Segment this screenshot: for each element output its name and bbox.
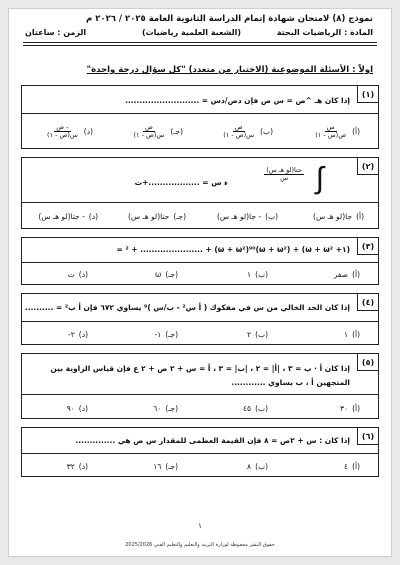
option-c[interactable] [153,462,178,471]
question-number: (٢) [357,157,379,175]
section-title: اولاً : الأسئلة الموضوعية (الاختيار من متعدد) "كل سؤال درجة واحدة" [86,65,373,75]
question-stem-line2: المتجهين أ ، ب يساوي ............ [231,378,350,387]
option-label: (أ) [352,126,360,136]
exam-title: نموذج (٨) لامتحان شهادة إتمام الدراسة الثانوية العامة ٢٠٢٥ / ٢٠٢٦ م [85,14,373,24]
option-label: (ب) [255,330,268,339]
exam-page [8,8,392,557]
option-label: (جـ) [173,212,186,221]
option-label: (جـ) [165,462,178,471]
option-label: (أ) [356,212,364,221]
question-3 [21,237,379,285]
subject-label: المادة : الرياضيات البحتة [276,28,373,37]
option-label: (د) [78,330,88,339]
option-label: (جـ) [165,330,178,339]
question-6 [21,427,379,477]
option-d[interactable] [68,330,88,339]
option-d[interactable] [68,270,88,279]
option-b[interactable] [217,212,278,221]
option-text: ٦٠ [153,404,162,413]
options-divider [22,113,378,114]
option-label: (جـ) [165,404,178,413]
option-label: (ب) [260,126,273,136]
option-fraction: $\frac{\text{ص}}{\text{س(ص - ١)}}$ [133,123,165,139]
option-c[interactable] [153,404,178,413]
option-label: (د) [78,462,88,471]
option-text: ٢- [68,330,75,339]
option-d[interactable] [67,462,88,471]
option-text: ت [67,270,75,279]
option-a[interactable] [313,212,364,221]
option-label: (جـ) [165,270,178,279]
option-text: صفر [333,270,349,279]
option-b[interactable] [243,404,268,413]
option-text: ١ [344,330,349,339]
option-a[interactable] [340,404,360,413]
options-divider [22,202,378,203]
question-number: (٦) [357,427,379,445]
option-label: (د) [83,126,93,136]
question-1 [21,85,379,149]
option-label: (ب) [255,270,268,279]
option-fraction: $\frac{\text{- ص}}{\text{س(ص - ١)}}$ [46,123,78,139]
option-text: ١٦ [153,462,162,471]
options-divider [22,453,378,454]
option-label: (أ) [352,330,360,339]
option-b[interactable] [247,462,268,471]
option-text: - جا(لو هـ س) [216,212,262,221]
option-d[interactable] [67,404,88,413]
question-4 [21,293,379,345]
option-d[interactable] [45,124,93,139]
page-number: ١ [198,522,202,530]
option-label: (د) [78,270,88,279]
option-label: (جـ) [170,126,183,136]
options-divider [22,394,378,395]
option-b[interactable] [247,270,268,279]
option-d[interactable] [38,212,98,221]
option-text: - جتا(لو هـ س) [38,212,85,221]
question-number: (١) [357,85,379,103]
option-label: (أ) [352,462,360,471]
option-b[interactable] [221,124,273,139]
option-text: ٨ [247,462,252,471]
option-text: ٤٥ [243,404,252,413]
option-text: ٩٠ [66,404,75,413]
option-c[interactable] [128,212,186,221]
option-text: ٣٠ [340,404,349,413]
option-text: ١- [154,330,162,339]
option-text: ٢ [247,330,252,339]
option-a[interactable] [313,124,360,139]
copyright-footer: حقوق النشر محفوظة لوزارة التربية والتعليم والتعليم الفني 2025/2026 [125,542,275,548]
question-number: (٥) [357,353,379,371]
time-label: الزمن : ساعتان [25,28,87,37]
option-fraction: $\frac{\text{س}}{\text{ص(س - ١)}}$ [315,123,347,139]
options-divider [22,321,378,322]
question-stem-line1: إذا كان أ ∙ ب = ٣ ، |أ| = ٢ ، |ب| = ٣ ، أ = س + ٢ ص + ٢ ع فإن قياس الزاوية بين [50,364,350,373]
option-text: جتا(لو هـ س) [128,212,170,221]
option-label: (أ) [352,270,360,279]
option-a[interactable] [344,462,360,471]
option-text: ω [155,270,162,279]
option-label: (د) [78,404,88,413]
branch-label: (الشعبة العلمية رياضيات) [141,28,241,37]
question-number: (٤) [357,293,379,311]
option-text: ١ [247,270,252,279]
options-divider [22,262,378,263]
question-stem: (١+ ω + ω²) + (ω + ω²)² + ...................... + (ω + ω²)⁹⁰ = [116,245,350,254]
option-c[interactable] [155,330,178,339]
integral-sign: ∫ [315,161,324,196]
question-stem: إذا كان : س + ٢ص = ٨ فإن القيمة العظمى للمقدار س ص هي .............. [75,436,350,445]
option-c[interactable] [155,270,178,279]
option-a[interactable] [344,330,360,339]
option-text: ٤ [344,462,349,471]
option-text: جا(لو هـ س) [313,212,353,221]
question-number: (٣) [357,237,379,255]
question-stem: ء س = ..................+ث [134,178,228,187]
option-label: (ب) [265,212,278,221]
question-5 [21,353,379,419]
question-2 [21,157,379,229]
integrand: $\frac{\text{جتا(لو هـ س)}}{\text{س}}$ [266,166,302,182]
option-text: ٣٢ [66,462,75,471]
option-fraction: $\frac{\text{ص}}{\text{س(ص - ١)}}$ [223,123,255,139]
option-label: (أ) [352,404,360,413]
header-divider [23,42,377,43]
option-label: (ب) [255,404,268,413]
option-b[interactable] [247,330,268,339]
question-stem: إذا كان الحد الخالي من س في مفكوك ( أ س² - ب/س )⁹ يساوي ٦٧٢ فإن أ ب² = .......... [24,303,350,312]
header-divider-2 [23,45,377,46]
option-a[interactable] [334,270,360,279]
question-stem: إذا كان هـ ^ص = س ص فإن دص/دس = .......................... [125,96,350,105]
option-label: (ب) [255,462,268,471]
option-label: (د) [88,212,98,221]
option-c[interactable] [131,124,183,139]
